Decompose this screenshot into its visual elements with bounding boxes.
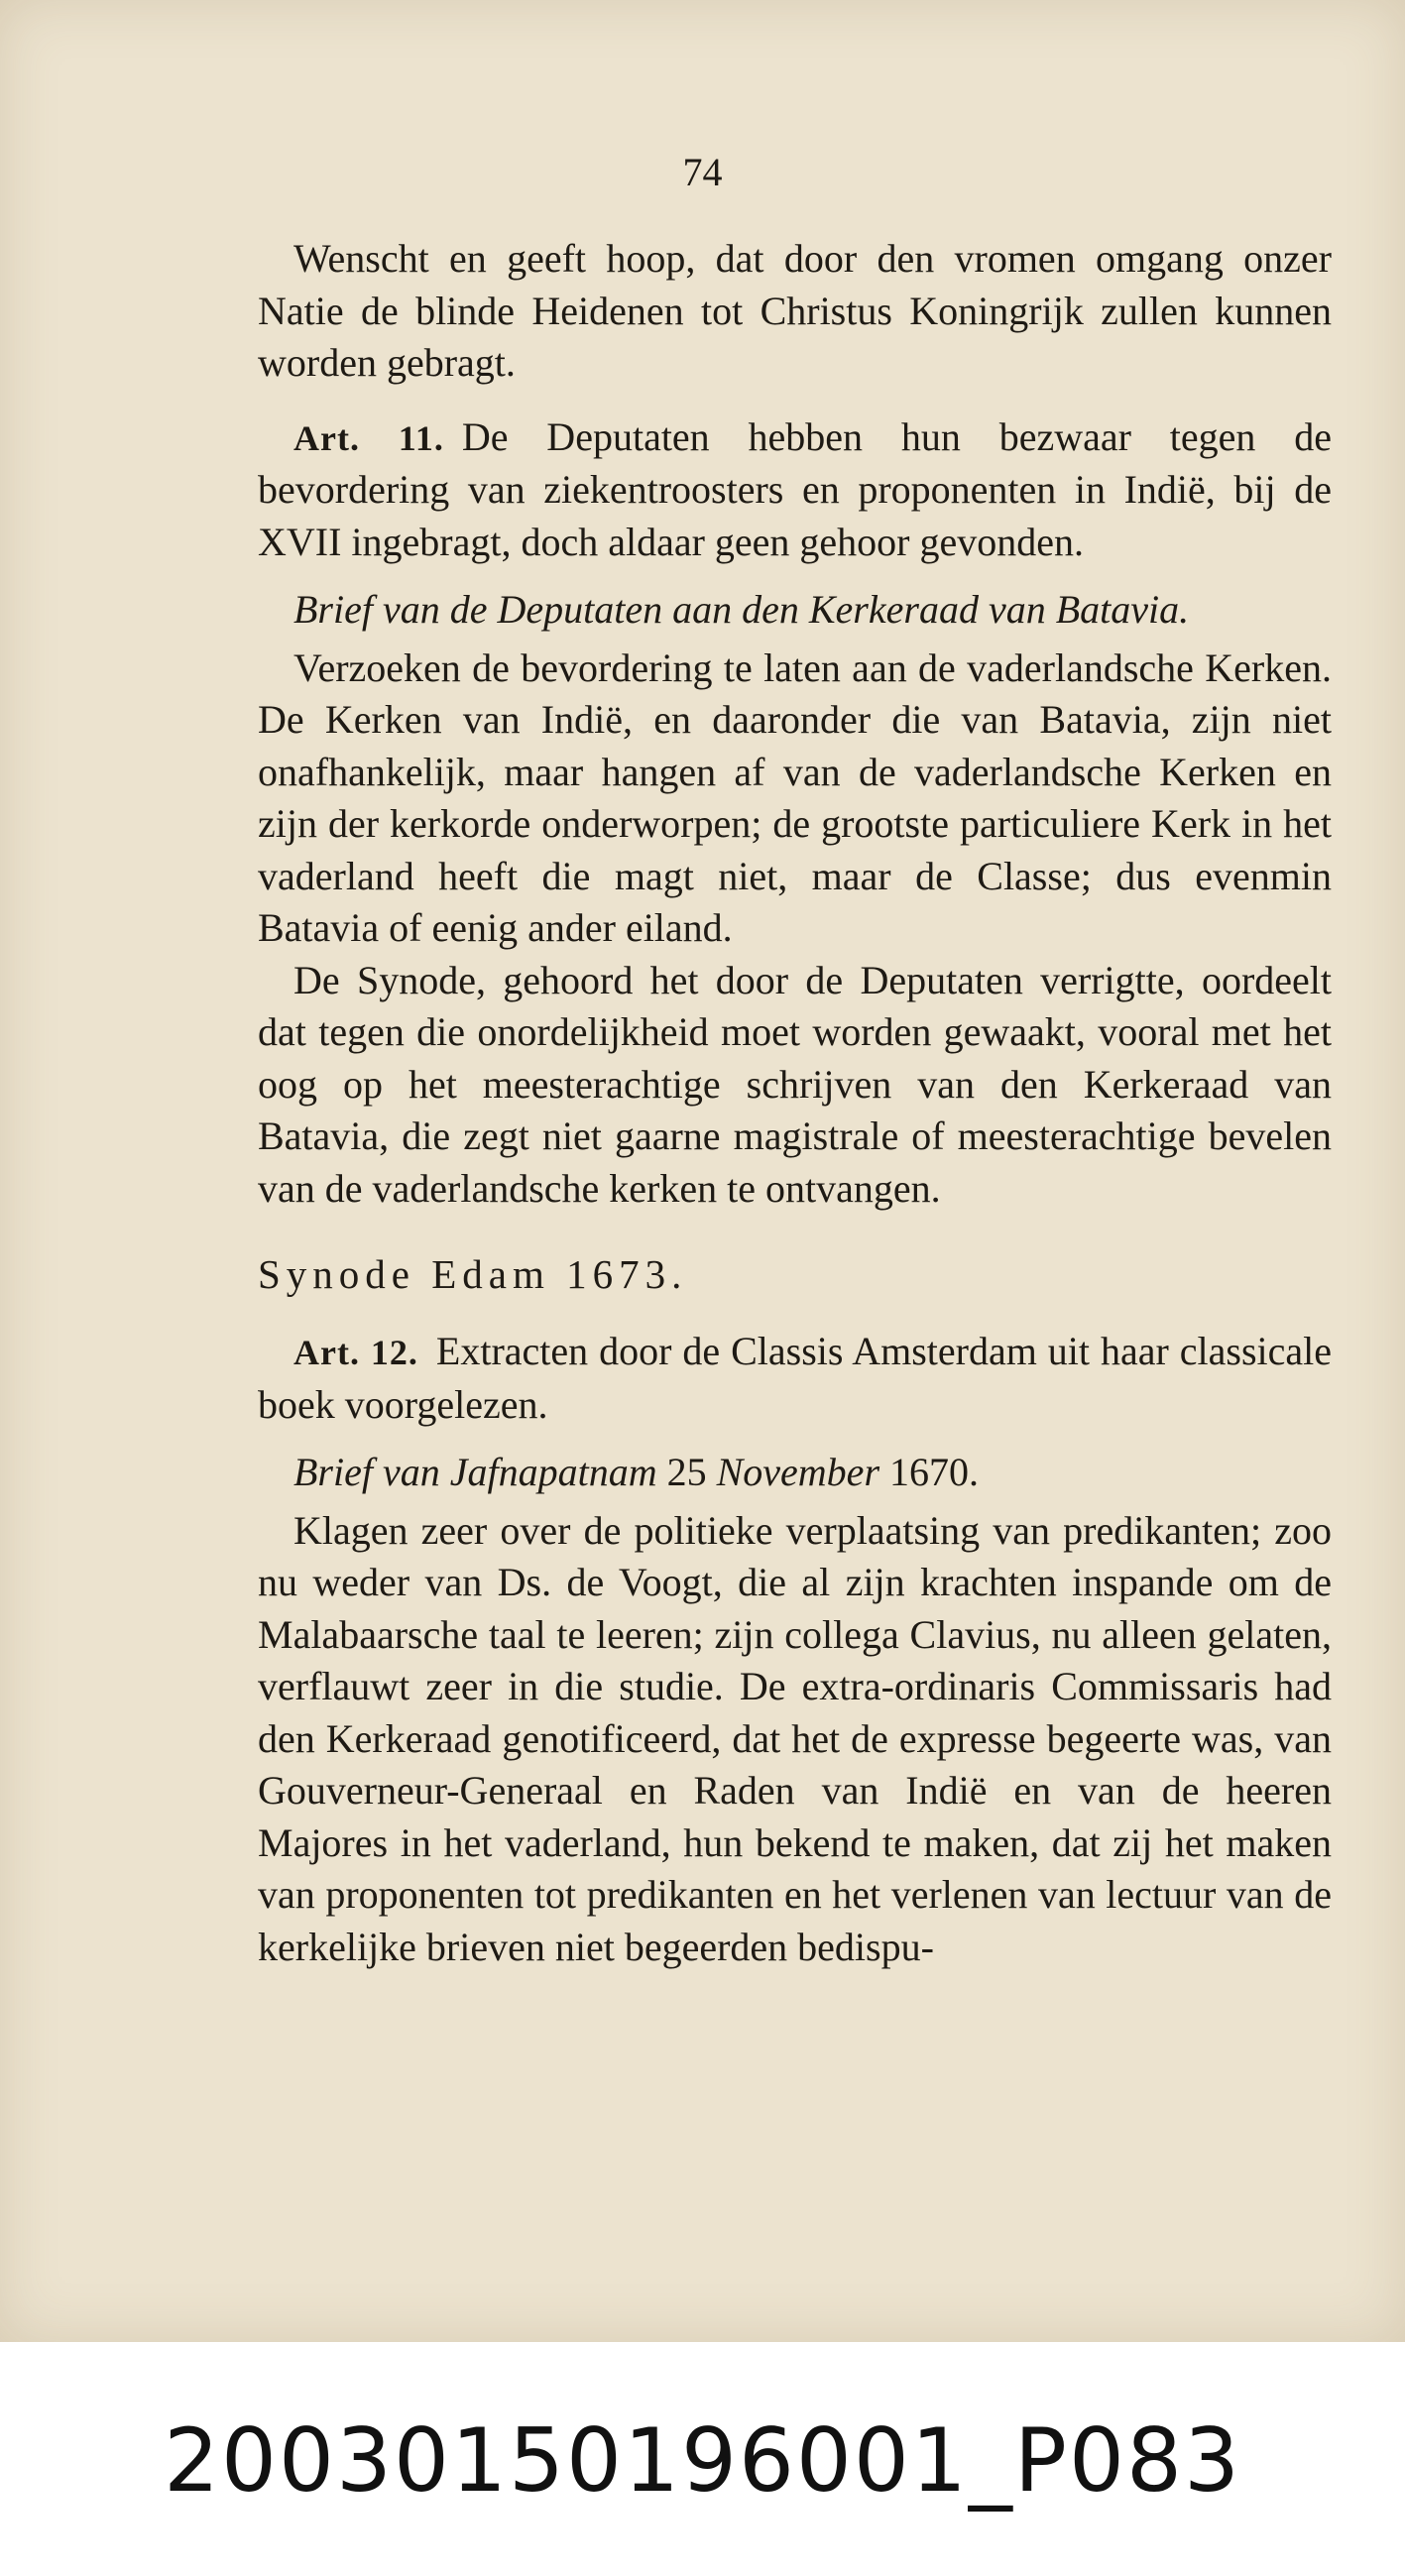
article-12 [258, 1326, 1332, 1431]
brief-jafnapatnam-prefix: Brief van Jafnapatnam [293, 1450, 657, 1494]
article-11-text: De Deputaten hebben hun bezwaar tegen de bevordering van ziekentroosters en proponenten in Indië, bij de XVII ingebragt, doch aldaar geen gehoor gevonden. [258, 413, 1332, 564]
brief-jafnapatnam-heading [293, 1447, 1332, 1499]
page-text [258, 233, 1332, 1973]
paragraph-klagen: Klagen zeer over de politieke verplaatsing van predikanten; zoo nu weder van Ds. de Voogt, die al zijn krachten inspande om de Malabaarsche taal te leeren; zijn collega Clavius, nu alleen gelaten, verflauwt zeer in die studie. De extra-ordinaris Commissaris had den Kerkeraad genotificeerd, dat het de expresse begeerte was, van Gouverneur-Generaal en Raden van Indië en van de heeren Majores in het vaderland, hun bekend te maken, dat zij het maken van proponenten tot predikanten en het verlenen van lectuur van de kerkelijke brieven niet begeerden bedispu- [258, 1507, 1332, 1969]
brief-deputaten-heading: Brief van de Deputaten aan den Kerkeraad van Batavia. [293, 587, 1190, 632]
brief-jafnapatnam-year: 1670. [889, 1450, 980, 1494]
article-11-label: Art. 11. [293, 417, 444, 458]
article-12-text: Extracten door de Classis Amsterdam uit haar classicale boek voorgelezen. [258, 1329, 1332, 1427]
section-heading-synode-edam: Synode Edam 1673. [258, 1251, 688, 1297]
page-number: 74 [682, 150, 723, 194]
paragraph-wenscht: Wenscht en geeft hoop, dat door den vromen omgang onzer Natie de blinde Heidenen tot Christus Koningrijk zullen kunnen worden gebragt. [258, 236, 1332, 385]
scan-identifier: 20030150196001_P083 [164, 2409, 1241, 2512]
paragraph-de-synode: De Synode, gehoord het door de Deputaten verrigtte, oordeelt dat tegen die onordelijkheid moet worden gewaakt, vooral met het oog op het meesterachtige schrijven van den Kerkeraad van Batavia, die zegt niet gaarne magistrale of meesterachtige bevelen van de vaderlandsche kerken te ontvangen. [258, 957, 1332, 1211]
article-12-label: Art. 12. [293, 1333, 418, 1372]
brief-jafnapatnam-day: 25 [666, 1450, 707, 1494]
brief-jafnapatnam-month: November [716, 1450, 880, 1494]
paragraph-verzoeken: Verzoeken de bevordering te laten aan de vaderlandsche Kerken. De Kerken van Indië, en daaronder die van Batavia, zijn niet onafhankelijk, maar hangen af van de vaderlandsche Kerken en zijn der kerkorde onderworpen; de grootste particuliere Kerk in het vaderland heeft die magt niet, maar de Classe; dus evenmin Batavia of eenig ander eiland. [258, 644, 1332, 950]
article-11 [258, 411, 1332, 569]
